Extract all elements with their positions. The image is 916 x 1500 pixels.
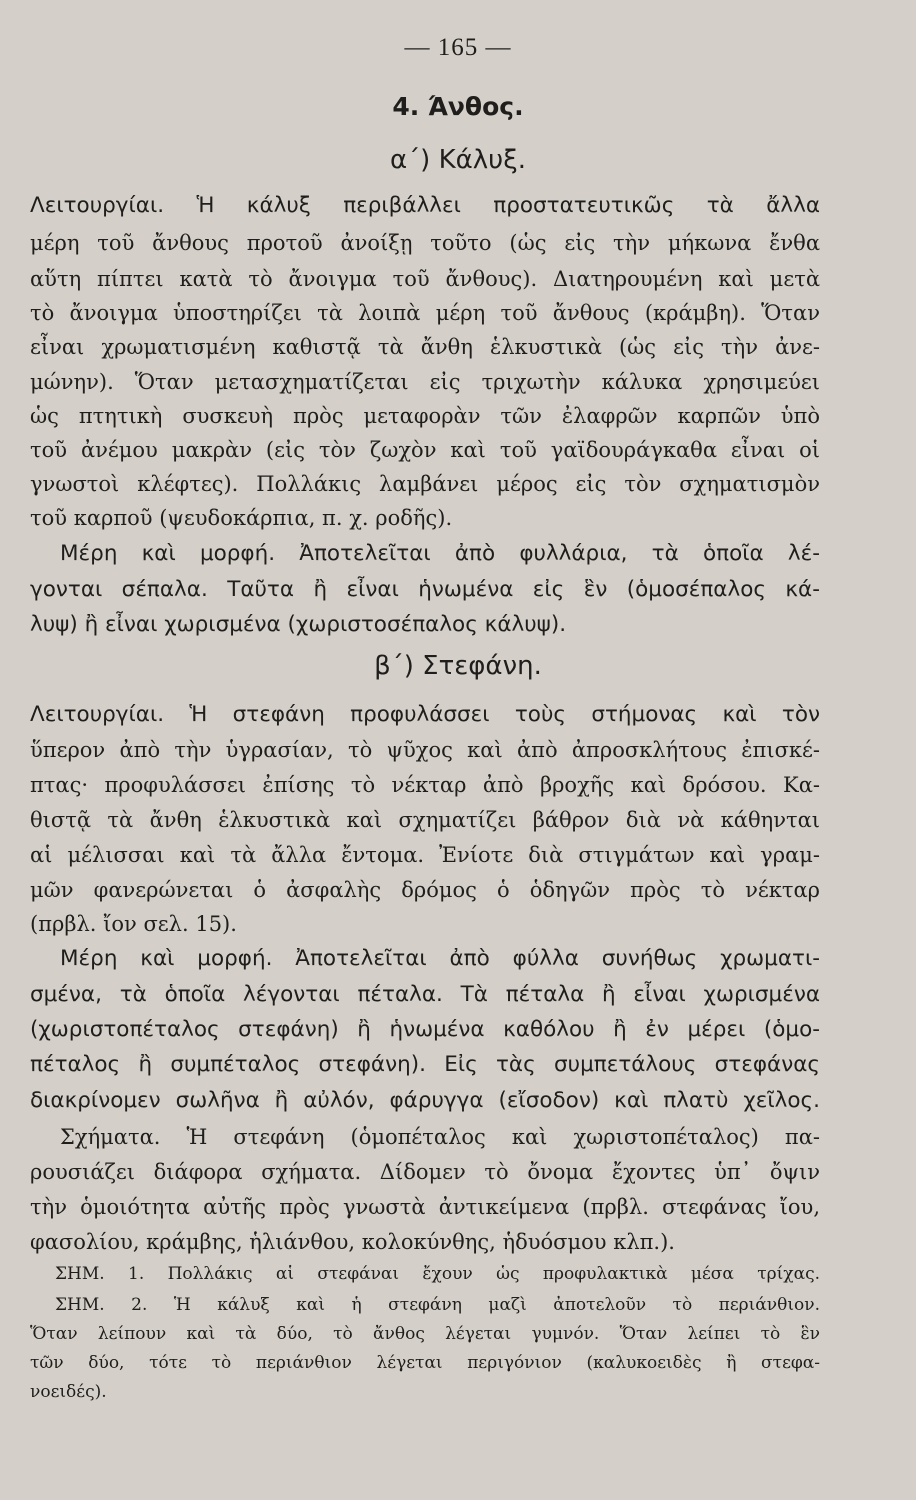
text-line: τοῦ ἀνέμου μακρὰν (εἰς τὸν ζωχὸν καὶ τοῦ γαϊδουράγκαθα εἶναι οἱ <box>30 438 820 462</box>
note-line: Ὅταν λείπουν καὶ τὰ δύο, τὸ ἄνθος λέγεται γυμνόν. Ὅταν λείπει τὸ ἓν <box>30 1324 820 1344</box>
note-line: τῶν δύο, τότε τὸ περιάνθιον λέγεται περιγόνιον (καλυκοειδὲς ἢ στεφα- <box>30 1353 820 1373</box>
text-line: Λειτουργίαι. Ἡ κάλυξ περιβάλλει προστατευτικῶς τὰ ἄλλα <box>30 193 820 218</box>
subsection-heading-corolla: β΄) Στεφάνη. <box>374 651 542 681</box>
text-line: μῶν φανερώνεται ὁ ἀσφαλὴς δρόμος ὁ ὁδηγῶν πρὸς τὸ νέκταρ <box>30 878 820 902</box>
text-line: σμένα, τὰ ὁποῖα λέγονται πέταλα. Τὰ πέταλα ἢ εἶναι χωρισμένα <box>30 982 820 1007</box>
text-line: μέρη τοῦ ἄνθους προτοῦ ἀνοίξῃ τοῦτο (ὡς εἰς τὴν μήκωνα ἔνθα <box>30 231 820 255</box>
text-line: Λειτουργίαι. Ἡ στεφάνη προφυλάσσει τοὺς στήμονας καὶ τὸν <box>30 702 820 727</box>
text-line: λυψ) ἢ εἶναι χωρισμένα (χωριστοσέπαλος κάλυψ). <box>30 612 567 637</box>
text-line: ὡς πτητικὴ συσκευὴ πρὸς μεταφορὰν τῶν ἐλαφρῶν καρπῶν ὑπὸ <box>30 404 820 428</box>
text-line: αἱ μέλισσαι καὶ τὰ ἄλλα ἔντομα. Ἐνίοτε διὰ στιγμάτων καὶ γραμ- <box>30 843 820 867</box>
text-line: Σχήματα. Ἡ στεφάνη (ὁμοπέταλος καὶ χωριστοπέταλος) πα- <box>60 1125 820 1149</box>
text-line: θιστᾷ τὰ ἄνθη ἑλκυστικὰ καὶ σχηματίζει βάθρον διὰ νὰ κάθηνται <box>30 808 820 832</box>
text-line: τοῦ καρποῦ (ψευδοκάρπια, π. χ. ροδῆς). <box>30 506 453 530</box>
text-line: Μέρη καὶ μορφή. Ἀποτελεῖται ἀπὸ φύλλα συνήθως χρωματι- <box>60 946 820 971</box>
note-line: ΣΗΜ. 1. Πολλάκις αἱ στεφάναι ἔχουν ὡς προφυλακτικὰ μέσα τρίχας. <box>55 1264 820 1284</box>
text-line: γνωστοὶ κλέφτες). Πολλάκις λαμβάνει μέρος εἰς τὸν σχηματισμὸν <box>30 472 820 496</box>
text-line: ρουσιάζει διάφορα σχήματα. Δίδομεν τὸ ὄνομα ἔχοντες ὑπ᾿ ὄψιν <box>30 1160 820 1184</box>
page-number: — 165 — <box>404 34 512 61</box>
text-line: τὸ ἄνοιγμα ὑποστηρίζει τὰ λοιπὰ μέρη τοῦ ἄνθους (κράμβη). Ὅταν <box>30 301 820 325</box>
note-line: νοειδές). <box>30 1382 107 1402</box>
text-line: πέταλος ἢ συμπέταλος στεφάνη). Εἰς τὰς συμπετάλους στεφάνας <box>30 1052 820 1077</box>
text-line: αὕτη πίπτει κατὰ τὸ ἄνοιγμα τοῦ ἄνθους). Διατηρουμένη καὶ μετὰ <box>30 267 820 291</box>
text-line: (χωριστοπέταλος στεφάνη) ἢ ἡνωμένα καθόλου ἢ ἐν μέρει (ὁμο- <box>30 1017 820 1042</box>
text-line: διακρίνομεν σωλῆνα ἢ αὐλόν, φάρυγγα (εἴσοδον) καὶ πλατὺ χεῖλος. <box>30 1088 820 1113</box>
text-line: γονται σέπαλα. Ταῦτα ἢ εἶναι ἡνωμένα εἰς ἓν (ὁμοσέπαλος κά- <box>30 577 820 602</box>
subsection-heading-calyx: α΄) Κάλυξ. <box>390 145 526 175</box>
text-line: εἶναι χρωματισμένη καθιστᾷ τὰ ἄνθη ἑλκυστικὰ (ὡς εἰς τὴν ἀνε- <box>30 335 820 359</box>
note-line: ΣΗΜ. 2. Ἡ κάλυξ καὶ ἡ στεφάνη μαζὶ ἀποτελοῦν τὸ περιάνθιον. <box>55 1295 820 1315</box>
text-line: Μέρη καὶ μορφή. Ἀποτελεῖται ἀπὸ φυλλάρια, τὰ ὁποῖα λέ- <box>60 541 820 566</box>
text-line: πτας· προφυλάσσει ἐπίσης τὸ νέκταρ ἀπὸ βροχῆς καὶ δρόσου. Κα- <box>30 773 820 797</box>
text-line: (πρβλ. ἴον σελ. 15). <box>30 912 237 936</box>
text-line: τὴν ὁμοιότητα αὐτῆς πρὸς γνωστὰ ἀντικείμενα (πρβλ. στεφάνας ἴου, <box>30 1195 820 1219</box>
text-line: ὕπερον ἀπὸ τὴν ὑγρασίαν, τὸ ψῦχος καὶ ἀπὸ ἀπροσκλήτους ἐπισκέ- <box>30 738 820 762</box>
text-line: μώνην). Ὅταν μετασχηματίζεται εἰς τριχωτὴν κάλυκα χρησιμεύει <box>30 370 820 394</box>
text-line: φασολίου, κράμβης, ἡλιάνθου, κολοκύνθης, ἡδυόσμου κλπ.). <box>30 1230 675 1254</box>
section-heading: 4. Άνθος. <box>392 92 524 121</box>
